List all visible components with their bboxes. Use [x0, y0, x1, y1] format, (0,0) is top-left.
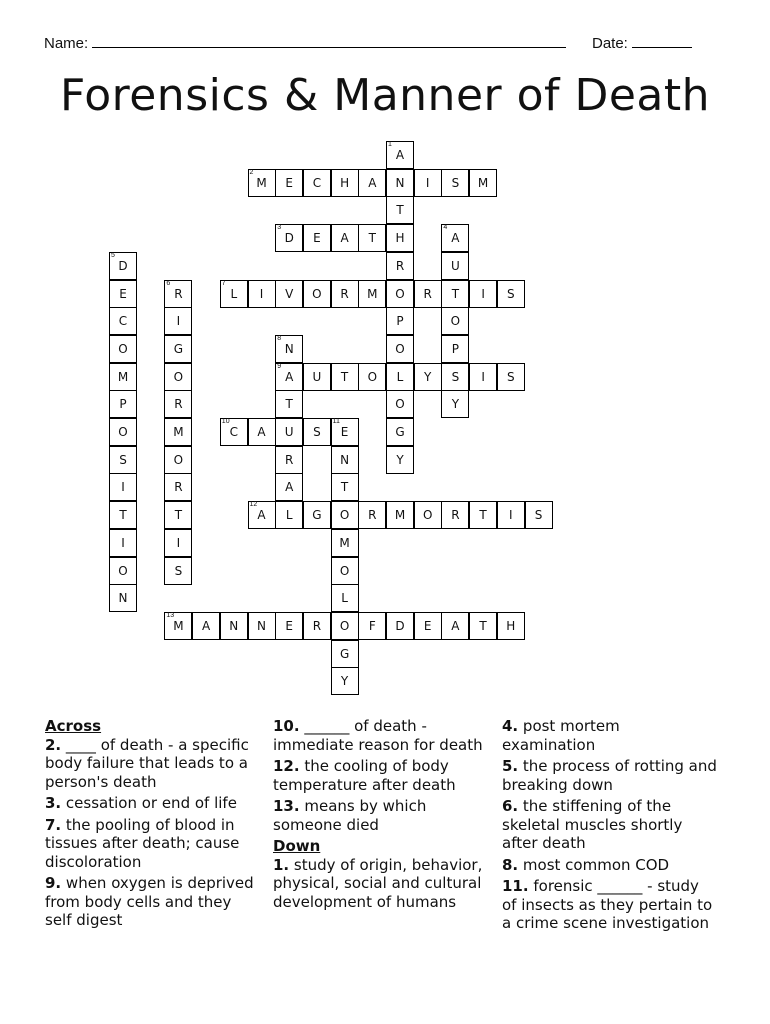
crossword-cell[interactable]	[109, 501, 137, 529]
cell-letter: L	[285, 508, 293, 523]
crossword-cell[interactable]	[414, 501, 442, 529]
cell-letter: T	[479, 618, 487, 633]
crossword-cell[interactable]	[441, 501, 469, 529]
crossword-cell[interactable]	[164, 529, 192, 557]
cell-letter: O	[450, 314, 461, 329]
crossword-cell[interactable]	[275, 473, 303, 501]
cell-letter: C	[118, 314, 128, 329]
cell-letter: R	[395, 258, 405, 273]
crossword-cell[interactable]	[497, 280, 525, 308]
page-title: Forensics & Manner of Death	[59, 70, 711, 121]
crossword-cell[interactable]	[331, 529, 359, 557]
cell-letter: T	[368, 231, 376, 246]
cell-letter: R	[368, 508, 377, 523]
clue-number: 2	[249, 168, 254, 176]
crossword-cell[interactable]	[303, 363, 331, 391]
crossword-cell[interactable]	[164, 473, 192, 501]
clue-across-2: 2. ____ of death - a specific body failure that leads to a person's death	[45, 735, 249, 791]
cell-letter: G	[339, 646, 350, 661]
cell-letter: O	[339, 618, 350, 633]
clue-number: 8	[277, 334, 282, 342]
crossword-cell[interactable]	[331, 501, 359, 529]
cell-letter: O	[367, 369, 378, 384]
crossword-cell[interactable]	[275, 390, 303, 418]
crossword-cell[interactable]	[331, 612, 359, 640]
crossword-cell[interactable]	[164, 363, 192, 391]
crossword-cell[interactable]	[303, 501, 331, 529]
clue-number: 12	[249, 501, 258, 509]
clue-number: 5	[111, 251, 115, 259]
cell-letter: E	[119, 286, 127, 301]
cell-letter: E	[340, 425, 349, 439]
cell-letter: R	[451, 508, 460, 523]
cell-letter: T	[119, 508, 127, 523]
clue-number: 1	[388, 141, 392, 148]
crossword-cell[interactable]	[248, 169, 276, 197]
crossword-cell[interactable]	[441, 363, 469, 391]
cell-letter: T	[479, 508, 487, 523]
cell-letter: R	[174, 480, 183, 495]
cell-letter: S	[506, 369, 515, 384]
crossword-cell[interactable]	[441, 280, 469, 308]
crossword-cell[interactable]	[275, 612, 303, 640]
crossword-cell[interactable]	[386, 501, 414, 529]
clue-number: 10	[221, 418, 230, 425]
crossword-cell[interactable]	[441, 252, 469, 280]
clue-across-12: 12. the cooling of body temperature after death	[273, 757, 456, 794]
crossword-cell[interactable]	[441, 169, 469, 197]
cell-letter: L	[230, 286, 238, 301]
crossword-cell[interactable]	[303, 612, 331, 640]
crossword-cell[interactable]	[164, 418, 192, 446]
crossword-cell[interactable]	[441, 307, 469, 335]
crossword-cell[interactable]	[303, 169, 331, 197]
cell-letter: O	[118, 563, 128, 578]
crossword-cell[interactable]	[303, 280, 331, 308]
cell-letter: O	[395, 286, 405, 301]
cell-letter: T	[396, 203, 404, 218]
crossword-cell[interactable]	[386, 335, 414, 363]
crossword-cell[interactable]	[109, 446, 137, 474]
clue-number: 13	[166, 611, 175, 619]
cell-letter: U	[450, 258, 460, 273]
clue-down-11: 11. forensic ______ - study of insects as they pertain to a crime scene investigation	[502, 877, 713, 932]
crossword-cell[interactable]	[331, 280, 359, 308]
cell-letter: M	[117, 369, 129, 384]
clue-across-7: 7. the pooling of blood in tissues after death; cause discoloration	[45, 815, 240, 871]
cell-letter: I	[121, 480, 125, 495]
cell-letter: H	[506, 618, 516, 633]
crossword-cell[interactable]	[386, 169, 414, 197]
crossword-cell[interactable]	[164, 501, 192, 529]
cell-letter: L	[341, 591, 348, 606]
crossword-cell[interactable]	[109, 529, 137, 557]
cell-letter: M	[173, 425, 184, 439]
clue-across-9: 9. when oxygen is deprived from body cells and they self digest	[45, 874, 254, 929]
cell-letter: T	[340, 369, 349, 384]
across-heading: Across	[45, 717, 102, 735]
cell-letter: R	[340, 286, 349, 301]
crossword-cell[interactable]	[386, 196, 414, 224]
cell-letter: N	[229, 618, 239, 633]
cell-letter: T	[340, 480, 349, 495]
crossword-cell[interactable]	[275, 418, 303, 446]
crossword-cell[interactable]	[248, 418, 276, 446]
clue-column-3	[502, 717, 717, 936]
crossword-cell[interactable]	[358, 612, 386, 640]
crossword-cell[interactable]	[164, 307, 192, 335]
cell-letter: Y	[424, 369, 432, 384]
crossword-cell[interactable]	[497, 363, 525, 391]
crossword-cell[interactable]	[331, 667, 359, 695]
cell-letter: O	[422, 508, 433, 523]
crossword-cell[interactable]	[469, 612, 497, 640]
down-heading: Down	[273, 837, 321, 855]
crossword-cell[interactable]	[331, 224, 359, 252]
crossword-cell[interactable]	[441, 390, 469, 418]
cell-letter: T	[285, 397, 293, 412]
cell-letter: O	[173, 452, 184, 467]
crossword-cell[interactable]	[109, 390, 137, 418]
crossword-cell[interactable]	[275, 501, 303, 529]
cell-letter: I	[176, 314, 181, 329]
crossword-cell[interactable]	[386, 446, 414, 474]
crossword-cell[interactable]	[164, 390, 192, 418]
cell-letter: A	[451, 618, 460, 633]
crossword-cell[interactable]	[386, 612, 414, 640]
cell-letter: R	[285, 452, 294, 467]
clue-across-13: 13. means by which someone died	[273, 797, 427, 834]
clue-column-2	[273, 717, 493, 914]
cell-letter: N	[284, 341, 294, 356]
cell-letter: S	[174, 563, 183, 578]
crossword-cell[interactable]	[303, 418, 331, 446]
cell-letter: T	[174, 508, 183, 523]
crossword-cell[interactable]	[275, 363, 303, 391]
cell-letter: N	[340, 452, 350, 467]
name-label: Name:	[44, 35, 89, 52]
cell-letter: N	[395, 175, 405, 190]
cell-letter: F	[368, 618, 376, 633]
cell-letter: P	[451, 341, 460, 356]
cell-letter: I	[176, 535, 181, 550]
clue-down-6: 6. the stiffening of the skeletal muscles shortly after death	[502, 797, 683, 852]
crossword-cell[interactable]	[192, 612, 220, 640]
crossword-cell[interactable]	[497, 612, 525, 640]
cell-letter: A	[368, 175, 377, 190]
crossword-cell[interactable]	[331, 169, 359, 197]
clue-across-3: 3. cessation or end of life	[45, 794, 237, 812]
clue-down-4: 4. post mortem examination	[502, 717, 620, 754]
crossword-cell[interactable]	[441, 335, 469, 363]
cell-letter: S	[451, 369, 460, 384]
clue-down-5: 5. the process of rotting and breaking down	[502, 757, 717, 794]
clue-number: 3	[277, 224, 282, 232]
cell-letter: M	[367, 286, 378, 301]
cell-letter: G	[395, 425, 405, 439]
cell-letter: Y	[451, 397, 460, 412]
cell-letter: I	[425, 175, 430, 190]
crossword-cell[interactable]	[331, 557, 359, 585]
crossword-cell[interactable]	[220, 418, 248, 446]
cell-letter: R	[174, 286, 183, 301]
crossword-cell[interactable]	[441, 224, 469, 252]
crossword-cell[interactable]	[358, 224, 386, 252]
crossword-cell[interactable]	[386, 418, 414, 446]
crossword-cell[interactable]	[358, 501, 386, 529]
crossword-cell[interactable]	[164, 335, 192, 363]
cell-letter: A	[201, 618, 211, 633]
cell-letter: S	[119, 452, 127, 467]
cell-letter: P	[396, 314, 404, 329]
cell-letter: P	[119, 397, 127, 412]
cell-letter: S	[506, 286, 515, 301]
cell-letter: R	[423, 286, 432, 301]
crossword-cell[interactable]	[164, 280, 192, 308]
cell-letter: S	[451, 175, 460, 190]
cell-letter: U	[312, 369, 322, 384]
crossword-cell[interactable]	[275, 335, 303, 363]
cell-letter: A	[257, 425, 266, 439]
crossword-cell[interactable]	[331, 473, 359, 501]
crossword-cell[interactable]	[164, 612, 192, 640]
cell-letter: L	[396, 369, 404, 384]
crossword-cell[interactable]	[220, 280, 248, 308]
crossword-cell[interactable]	[358, 169, 386, 197]
crossword-cell[interactable]	[414, 612, 442, 640]
cell-letter: M	[339, 535, 350, 550]
crossword-cell[interactable]	[109, 252, 137, 280]
crossword-cell[interactable]	[164, 557, 192, 585]
cell-letter: I	[259, 286, 264, 301]
cell-letter: E	[285, 175, 293, 190]
cell-letter: M	[477, 175, 489, 190]
crossword-cell[interactable]	[441, 612, 469, 640]
crossword-cell[interactable]	[414, 169, 442, 197]
crossword-cell[interactable]	[109, 473, 137, 501]
cell-letter: T	[451, 286, 460, 301]
cell-letter: H	[395, 231, 405, 246]
cell-letter: O	[395, 341, 405, 356]
clue-number: 9	[277, 362, 282, 370]
cell-letter: Y	[396, 452, 404, 467]
crossword-cell[interactable]	[109, 307, 137, 335]
crossword-cell[interactable]	[109, 557, 137, 585]
cell-letter: O	[339, 563, 350, 578]
crossword-cell[interactable]	[248, 501, 276, 529]
cell-letter: D	[284, 231, 294, 246]
crossword-cell[interactable]	[414, 280, 442, 308]
crossword-cell[interactable]	[109, 363, 137, 391]
crossword-cell[interactable]	[525, 501, 553, 529]
crossword-cell[interactable]	[386, 141, 414, 169]
crossword-cell[interactable]	[275, 169, 303, 197]
crossword-cell[interactable]	[248, 612, 276, 640]
cell-letter: G	[312, 508, 322, 523]
clue-number: 4	[443, 224, 448, 232]
crossword-cell[interactable]	[331, 363, 359, 391]
clue-number: 11	[332, 418, 340, 425]
crossword-cell[interactable]	[275, 446, 303, 474]
crossword-cell[interactable]	[109, 280, 137, 308]
cell-letter: O	[339, 508, 350, 523]
cell-letter: R	[312, 618, 322, 633]
crossword-cell[interactable]	[386, 280, 414, 308]
crossword-cell[interactable]	[220, 612, 248, 640]
crossword-cell[interactable]	[109, 584, 137, 612]
crossword-cell[interactable]	[469, 280, 497, 308]
cell-letter: C	[312, 175, 322, 190]
cell-letter: M	[394, 508, 406, 523]
clue-down-8: 8. most common COD	[502, 855, 670, 874]
crossword-cell[interactable]	[386, 363, 414, 391]
cell-letter: D	[118, 258, 128, 273]
cell-letter: A	[451, 231, 460, 246]
crossword-cell[interactable]	[109, 418, 137, 446]
cell-letter: A	[285, 369, 294, 384]
crossword-cell[interactable]	[414, 363, 442, 391]
cell-letter: E	[423, 618, 432, 633]
crossword-cell[interactable]	[303, 224, 331, 252]
cell-letter: I	[121, 535, 125, 550]
crossword-cell[interactable]	[386, 252, 414, 280]
cell-letter: A	[395, 148, 405, 162]
cell-letter: V	[285, 286, 294, 301]
cell-letter: G	[173, 341, 184, 356]
cell-letter: E	[285, 618, 293, 633]
cell-letter: E	[313, 231, 321, 246]
cell-letter: U	[284, 425, 294, 439]
crossword-cell[interactable]	[358, 363, 386, 391]
cell-letter: I	[509, 508, 513, 523]
cell-letter: R	[174, 397, 183, 412]
cell-letter: O	[395, 397, 405, 412]
clue-across-10: 10. ______ of death - immediate reason for death	[273, 717, 483, 754]
crossword-cell[interactable]	[358, 280, 386, 308]
crossword-cell[interactable]	[331, 640, 359, 668]
cell-letter: M	[256, 175, 267, 190]
cell-letter: M	[173, 618, 184, 633]
crossword-cell[interactable]	[469, 363, 497, 391]
crossword-cell[interactable]	[331, 418, 359, 446]
cell-letter: O	[118, 341, 128, 356]
cell-letter: O	[312, 286, 322, 301]
clue-down-1: 1. study of origin, behavior, physical, social and cultural development of humans	[273, 855, 483, 911]
crossword-cell[interactable]	[275, 224, 303, 252]
cell-letter: N	[118, 591, 128, 606]
crossword-cell[interactable]	[386, 390, 414, 418]
cell-letter: H	[340, 175, 350, 190]
crossword-cell[interactable]	[497, 501, 525, 529]
crossword-cell[interactable]	[469, 501, 497, 529]
cell-letter: S	[534, 508, 543, 523]
crossword-cell[interactable]	[331, 584, 359, 612]
crossword-cell[interactable]	[275, 280, 303, 308]
cell-letter: I	[481, 286, 485, 301]
cell-letter: A	[257, 508, 266, 523]
crossword-cell[interactable]	[386, 307, 414, 335]
cell-letter: I	[481, 369, 485, 384]
clue-number: 6	[166, 279, 171, 287]
cell-letter: A	[340, 231, 349, 246]
cell-letter: D	[395, 618, 405, 633]
crossword-cell[interactable]	[164, 446, 192, 474]
crossword-cell[interactable]	[248, 280, 276, 308]
cell-letter: O	[118, 425, 128, 439]
crossword-cell[interactable]	[331, 446, 359, 474]
cell-letter: N	[257, 618, 266, 633]
cell-letter: S	[313, 425, 321, 439]
clue-column-1	[45, 717, 260, 933]
cell-letter: A	[285, 480, 294, 495]
crossword-cell[interactable]	[469, 169, 497, 197]
crossword-cell[interactable]	[109, 335, 137, 363]
crossword-cell[interactable]	[386, 224, 414, 252]
clue-number: 7	[221, 279, 226, 287]
date-label: Date:	[592, 35, 628, 52]
cell-letter: O	[173, 369, 184, 384]
cell-letter: C	[229, 425, 238, 439]
cell-letter: Y	[340, 674, 349, 689]
